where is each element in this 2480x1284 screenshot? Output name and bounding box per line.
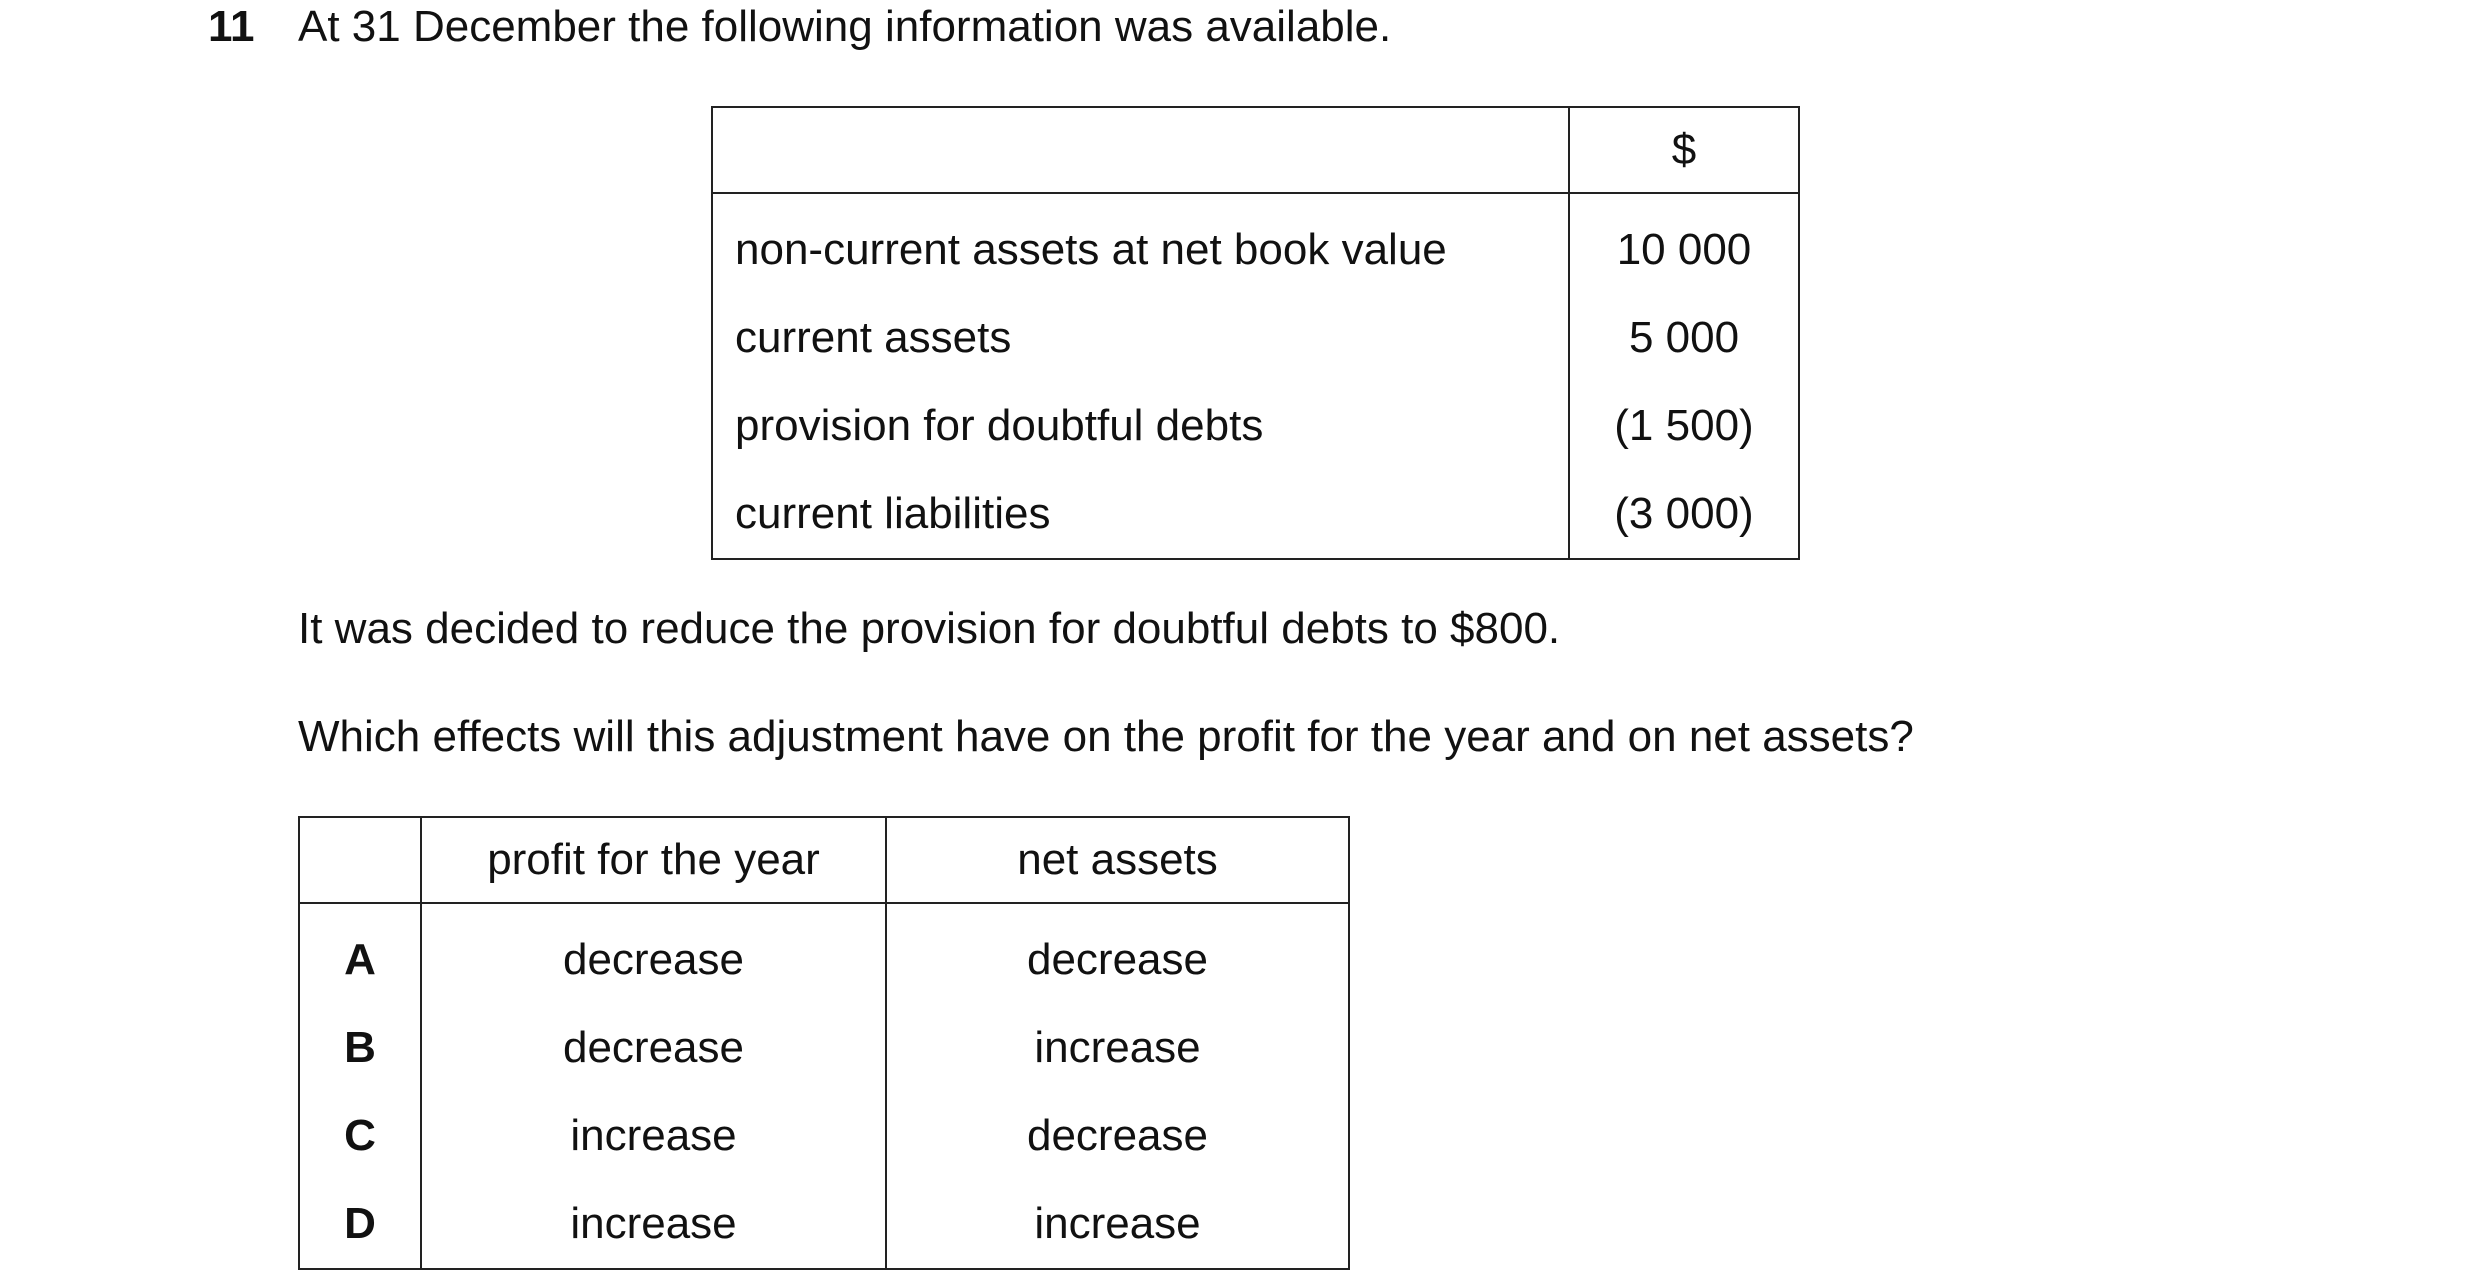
question-number: 11 bbox=[208, 2, 255, 51]
option-profit-effect: increase bbox=[421, 1092, 886, 1180]
options-header-key bbox=[299, 817, 421, 903]
information-row-value: 5 000 bbox=[1628, 313, 1740, 362]
option-key: B bbox=[299, 1004, 421, 1092]
table-row bbox=[712, 470, 1799, 559]
information-row-label: provision for doubtful debts bbox=[712, 382, 1569, 470]
options-header-profit: profit for the year bbox=[421, 817, 886, 903]
option-profit-effect: decrease bbox=[421, 903, 886, 1004]
table-row bbox=[712, 382, 1799, 470]
options-header-net-assets: net assets bbox=[886, 817, 1349, 903]
information-table-header bbox=[712, 107, 1799, 193]
options-table-header bbox=[299, 817, 1349, 903]
answer-options-table bbox=[298, 816, 1350, 1270]
information-header-label bbox=[712, 107, 1569, 193]
question-prompt: Which effects will this adjustment have on the profit for the year and on net assets? bbox=[298, 712, 1914, 761]
option-profit-effect: decrease bbox=[421, 1004, 886, 1092]
information-row-label: current liabilities bbox=[712, 470, 1569, 559]
option-key: D bbox=[299, 1180, 421, 1269]
answer-option-b[interactable] bbox=[299, 1004, 1349, 1092]
answer-option-c[interactable] bbox=[299, 1092, 1349, 1180]
information-header-currency: $ bbox=[1569, 107, 1799, 193]
option-net-assets-effect: decrease bbox=[1026, 935, 1208, 984]
option-net-assets-effect: decrease bbox=[1026, 1111, 1208, 1160]
adjustment-statement: It was decided to reduce the provision for doubtful debts to $800. bbox=[298, 604, 1561, 653]
option-net-assets-effect: increase bbox=[1034, 1023, 1201, 1072]
answer-option-a[interactable] bbox=[299, 903, 1349, 1004]
information-table bbox=[711, 106, 1800, 560]
answer-option-d[interactable] bbox=[299, 1180, 1349, 1269]
question-intro: At 31 December the following information was available. bbox=[298, 2, 1392, 51]
option-key: A bbox=[299, 903, 421, 1004]
information-row-label: non-current assets at net book value bbox=[712, 193, 1569, 294]
information-row-value: 10 000 bbox=[1616, 225, 1752, 274]
information-row-value: (1 500) bbox=[1614, 401, 1754, 450]
table-row bbox=[712, 193, 1799, 294]
information-row-value: (3 000) bbox=[1614, 489, 1754, 538]
option-net-assets-effect: increase bbox=[1034, 1199, 1201, 1248]
information-row-label: current assets bbox=[712, 294, 1569, 382]
table-row bbox=[712, 294, 1799, 382]
option-key: C bbox=[299, 1092, 421, 1180]
option-profit-effect: increase bbox=[421, 1180, 886, 1269]
